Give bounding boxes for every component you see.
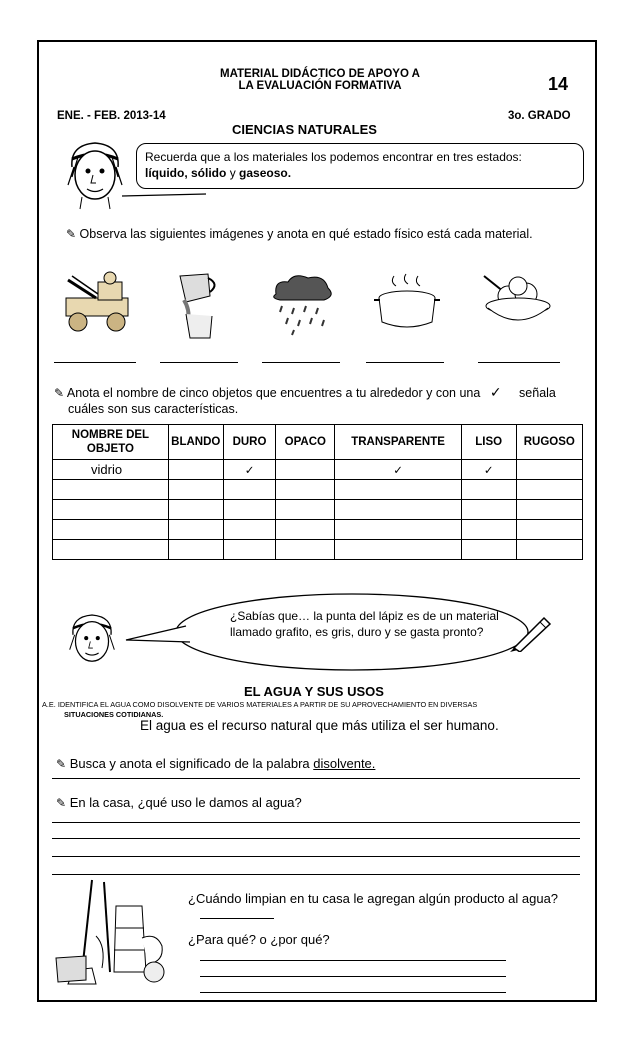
answer-line[interactable] — [52, 822, 580, 823]
table-row — [53, 480, 583, 500]
question-1 — [56, 756, 375, 772]
table-cell[interactable] — [276, 500, 335, 520]
table-cell[interactable] — [168, 460, 223, 480]
state-solid: sólido — [191, 166, 227, 180]
pencil-drawing-icon — [504, 612, 554, 652]
answer-line[interactable] — [52, 778, 580, 779]
question-3: ¿Cuándo limpian en tu casa le agregan algún producto al agua? — [188, 891, 559, 906]
table-cell[interactable]: ✓ — [223, 460, 276, 480]
child-face-icon — [62, 610, 122, 672]
ice-cream-bowl-icon — [480, 270, 556, 330]
col-header-rugoso: RUGOSO — [516, 425, 582, 460]
table-cell[interactable]: ✓ — [461, 460, 516, 480]
table-cell[interactable] — [516, 500, 582, 520]
table-cell[interactable] — [168, 520, 223, 540]
table-row — [53, 500, 583, 520]
table-cell[interactable] — [335, 500, 461, 520]
fact-line1: ¿Sabías que… la punta del lápiz es de un material — [230, 609, 499, 623]
table-row — [53, 540, 583, 560]
answer-blank-5[interactable] — [478, 362, 560, 363]
table-row — [53, 520, 583, 540]
characteristics-table — [52, 424, 583, 560]
table-cell[interactable]: vidrio — [53, 460, 169, 480]
activity2-text — [54, 385, 574, 417]
header-title-line2: LA EVALUACIÓN FORMATIVA — [238, 80, 402, 92]
activity1-text — [66, 226, 533, 242]
table-cell[interactable] — [461, 540, 516, 560]
table-cell[interactable] — [53, 520, 169, 540]
answer-line[interactable] — [200, 976, 506, 977]
table-cell[interactable] — [276, 540, 335, 560]
activity2-instruction-part1: Anota el nombre de cinco objetos que encuentres a tu alrededor y con una — [66, 386, 481, 400]
activity1-instruction: Observa las siguientes imágenes y anota en qué estado físico está cada material. — [79, 227, 533, 241]
table-cell[interactable] — [168, 480, 223, 500]
fact-line2: llamado grafito, es gris, duro y se gasta pronto? — [230, 625, 484, 639]
table-cell[interactable] — [461, 520, 516, 540]
answer-line[interactable] — [52, 838, 580, 839]
table-cell[interactable] — [276, 520, 335, 540]
connector-y: y — [229, 166, 236, 180]
ae-line2: SITUACIONES COTIDIANAS. — [64, 710, 164, 719]
table-cell[interactable] — [516, 540, 582, 560]
table-cell[interactable] — [461, 480, 516, 500]
fact-bubble-text — [230, 608, 499, 640]
rain-cloud-icon — [268, 272, 338, 337]
cleaning-tools-icon — [52, 876, 168, 988]
section-title-water: EL AGUA Y SUS USOS — [244, 684, 384, 699]
checkmark-icon: ✓ — [489, 385, 502, 401]
ae-line1: A.E. IDENTIFICA EL AGUA COMO DISOLVENTE DE VARIOS MATERIALES A PARTIR DE SU APROVECHAMIENTO EN DIVERSAS — [42, 700, 478, 709]
answer-blank-q3[interactable] — [200, 918, 274, 919]
pencil-icon: ✎ — [66, 227, 77, 241]
table-cell[interactable] — [223, 520, 276, 540]
activity2-instruction-line2: cuáles son sus características. — [68, 402, 239, 416]
answer-blank-2[interactable] — [160, 362, 238, 363]
table-cell[interactable] — [223, 540, 276, 560]
table-cell[interactable] — [276, 480, 335, 500]
pencil-icon: ✎ — [56, 796, 67, 810]
child-face-icon — [60, 137, 130, 212]
state-gas: gaseoso. — [239, 166, 292, 180]
header-title-line1: MATERIAL DIDÁCTICO DE APOYO A — [220, 68, 420, 80]
question-2-text: En la casa, ¿qué uso le damos al agua? — [69, 795, 302, 810]
toy-truck-icon — [58, 270, 138, 340]
col-header-duro: DURO — [223, 425, 276, 460]
answer-line[interactable] — [200, 992, 506, 993]
pencil-icon: ✎ — [54, 386, 65, 400]
page-number: 14 — [548, 74, 569, 94]
table-cell[interactable] — [223, 480, 276, 500]
subject-title: CIENCIAS NATURALES — [232, 122, 377, 137]
intro-bubble-line1: Recuerda que a los materiales los podemos encontrar en tres estados: — [145, 150, 522, 164]
answer-blank-4[interactable] — [366, 362, 444, 363]
table-cell[interactable] — [335, 520, 461, 540]
table-cell[interactable] — [461, 500, 516, 520]
table-cell[interactable] — [53, 480, 169, 500]
header-title — [180, 68, 460, 92]
table-cell[interactable] — [53, 540, 169, 560]
col-header-liso: LISO — [461, 425, 516, 460]
answer-line[interactable] — [200, 960, 506, 961]
answer-blank-3[interactable] — [262, 362, 340, 363]
fact-bubble-shape — [120, 590, 540, 690]
table-row — [53, 460, 583, 480]
table-cell[interactable] — [168, 500, 223, 520]
question-1-word: disolvente. — [313, 756, 376, 771]
activity2-instruction-part2: señala — [519, 386, 556, 400]
pencil-icon: ✎ — [56, 757, 67, 771]
answer-line[interactable] — [52, 856, 580, 857]
learning-expectation — [42, 700, 477, 719]
period-label: ENE. - FEB. 2013-14 — [57, 110, 166, 122]
pouring-pitcher-icon — [168, 270, 238, 342]
table-cell[interactable] — [276, 460, 335, 480]
question-2 — [56, 795, 302, 811]
state-liquid: líquido, — [145, 166, 188, 180]
table-cell[interactable] — [516, 460, 582, 480]
table-cell[interactable] — [335, 540, 461, 560]
question-1-text: Busca y anota el significado de la palabra — [69, 756, 310, 771]
table-cell[interactable]: ✓ — [335, 460, 461, 480]
answer-line[interactable] — [52, 874, 580, 875]
table-cell[interactable] — [223, 500, 276, 520]
table-cell[interactable] — [335, 480, 461, 500]
grade-label: 3o. GRADO — [508, 110, 571, 122]
col-header-opaco: OPACO — [276, 425, 335, 460]
question-4: ¿Para qué? o ¿por qué? — [188, 932, 330, 947]
boiling-pot-icon — [372, 270, 442, 332]
col-header-blando: BLANDO — [168, 425, 223, 460]
bubble-tail-icon — [120, 180, 210, 200]
table-cell[interactable] — [53, 500, 169, 520]
col-header-object: NOMBRE DEL OBJETO — [53, 425, 169, 460]
col-header-transparente: TRANSPARENTE — [335, 425, 461, 460]
table-cell[interactable] — [168, 540, 223, 560]
answer-blank-1[interactable] — [54, 362, 136, 363]
water-statement: El agua es el recurso natural que más utiliza el ser humano. — [140, 718, 499, 733]
table-cell[interactable] — [516, 520, 582, 540]
table-header-row — [53, 425, 583, 460]
table-cell[interactable] — [516, 480, 582, 500]
